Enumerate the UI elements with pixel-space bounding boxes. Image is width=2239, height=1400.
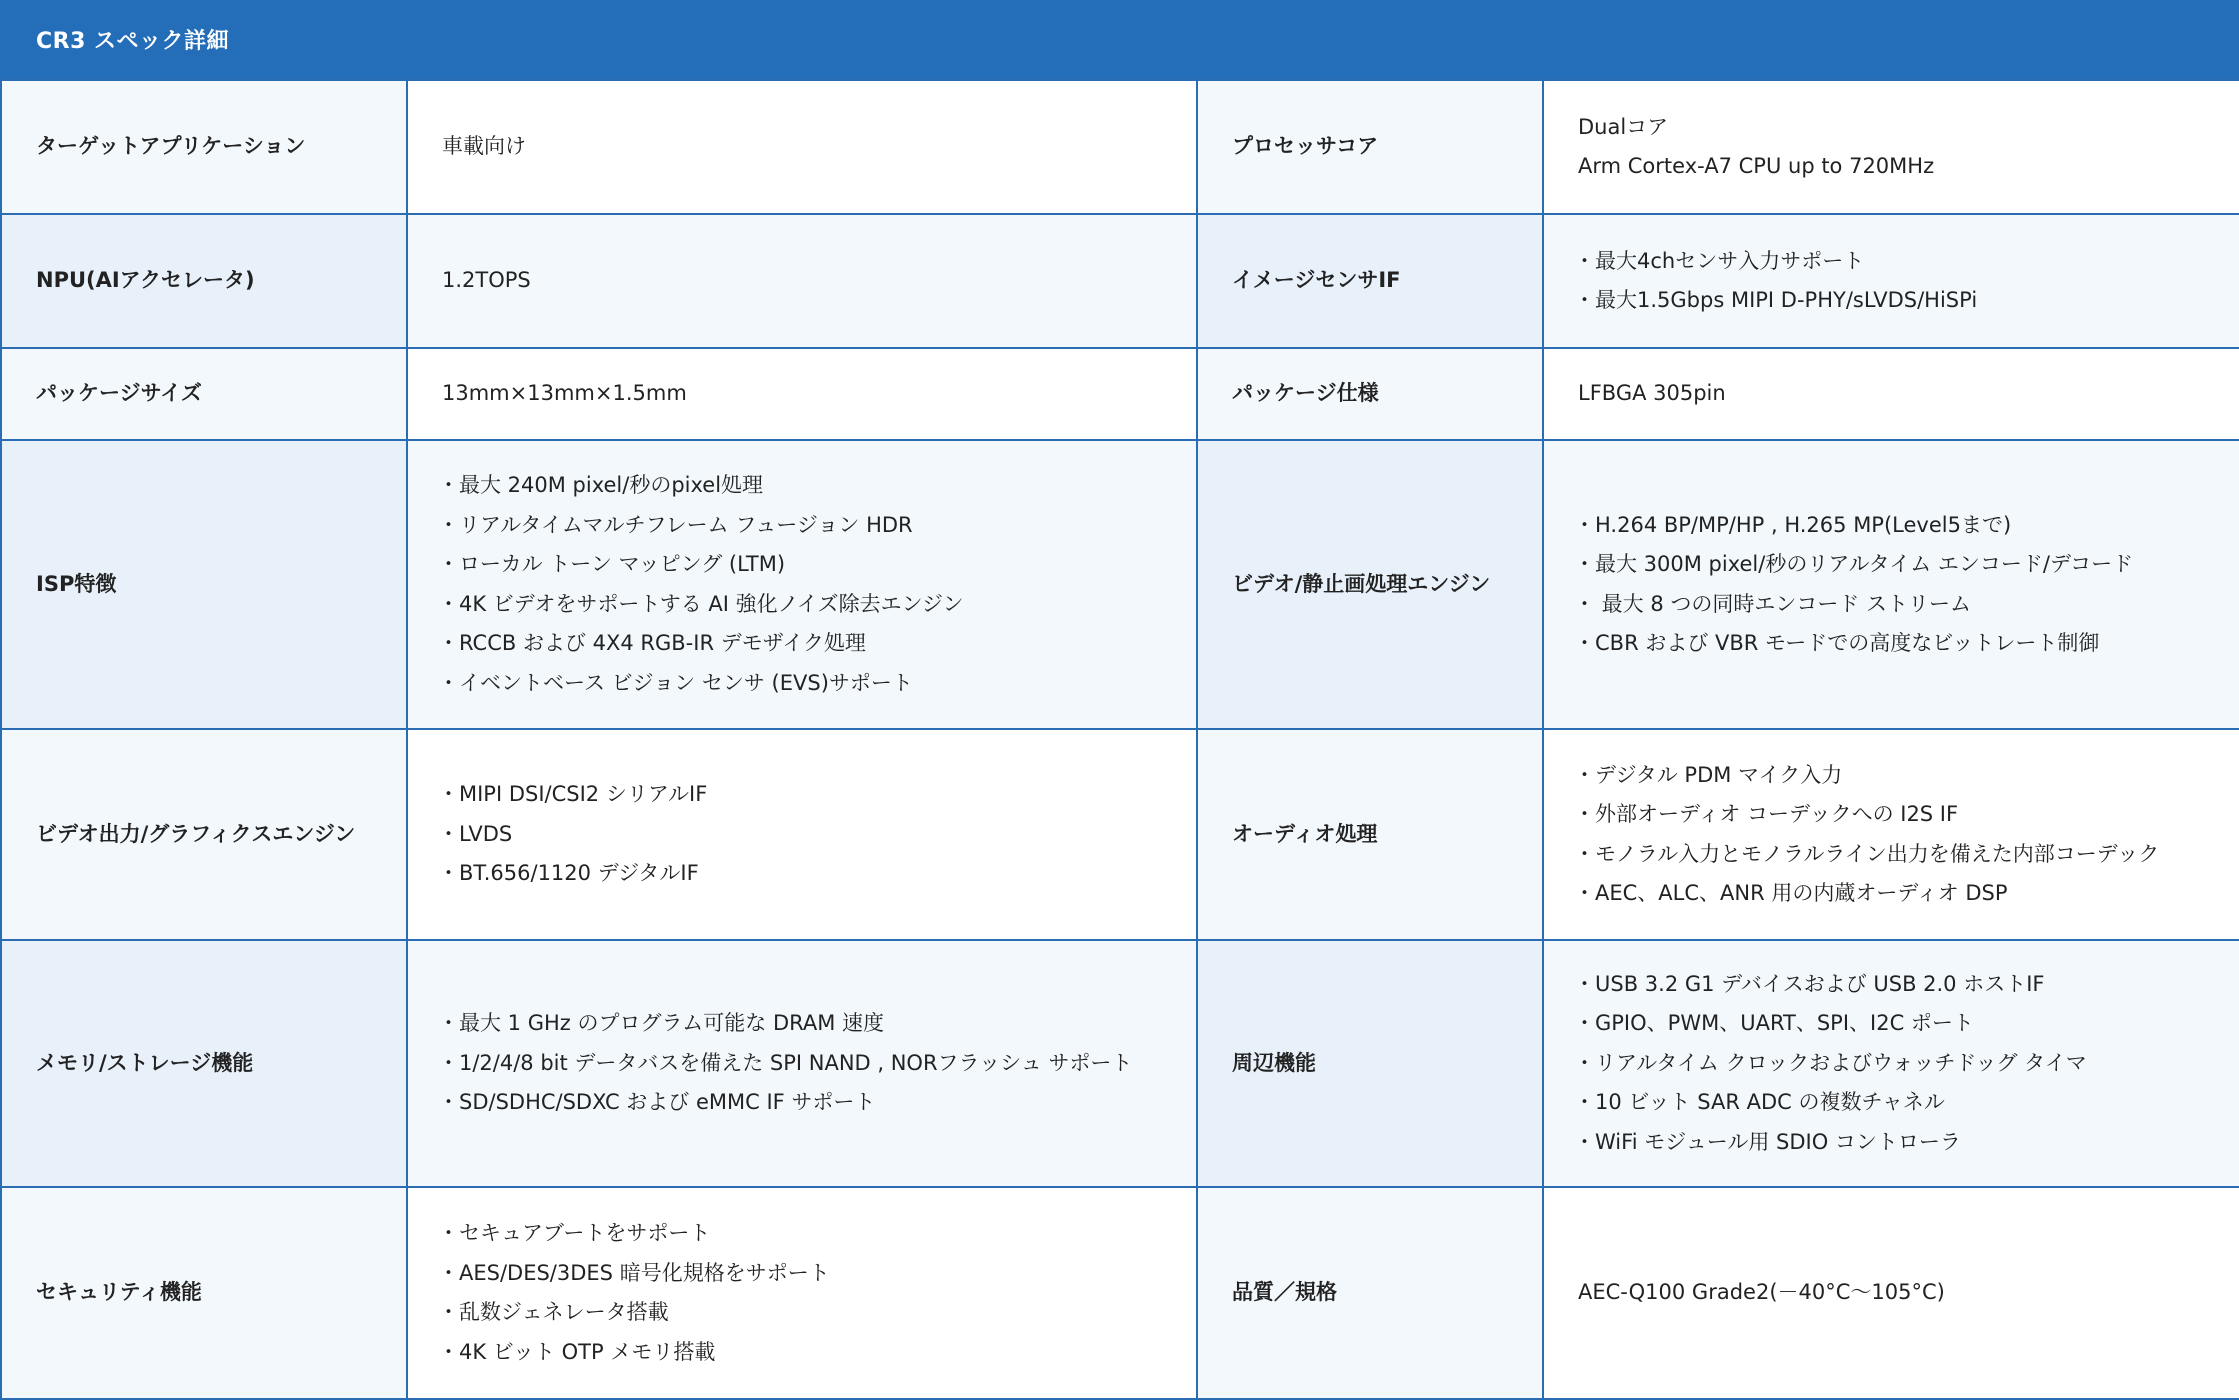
spec-value-line: ・セキュアブートをサポート	[438, 1221, 711, 1245]
spec-value-line: ・H.264 BP/MP/HP , H.265 MP(Level5まで)	[1574, 512, 2012, 537]
spec-value-line: ・モノラル入力とモノラルライン出力を備えた内部コーデック	[1574, 841, 2160, 866]
spec-value-line: Dualコア	[1578, 114, 1669, 139]
spec-label: 周辺機能	[1197, 940, 1543, 1187]
spec-value-line: ・リアルタイム クロックおよびウォッチドッグ タイマ	[1574, 1050, 2087, 1075]
spec-value-line: 13mm×13mm×1.5mm	[442, 381, 687, 406]
spec-value-line: ・デジタル PDM マイク入力	[1574, 762, 1843, 787]
spec-label: ビデオ/静止画処理エンジン	[1197, 440, 1543, 729]
spec-value	[407, 80, 1197, 214]
spec-value	[1543, 729, 2239, 940]
spec-value	[1543, 214, 2239, 348]
spec-value	[1543, 80, 2239, 214]
spec-value-line: ・BT.656/1120 デジタルIF	[438, 861, 699, 886]
spec-value-line: ・4K ビット OTP メモリ搭載	[438, 1339, 716, 1364]
spec-value-line: ・LVDS	[438, 821, 513, 846]
spec-value	[407, 214, 1197, 348]
spec-value-line: ・MIPI DSI/CSI2 シリアルIF	[438, 782, 708, 807]
spec-value-line: ・イベントベース ビジョン センサ (EVS)サポート	[438, 670, 913, 695]
spec-value-line: LFBGA 305pin	[1578, 381, 1726, 406]
spec-table	[0, 79, 2239, 1400]
spec-label: ターゲットアプリケーション	[1, 80, 407, 214]
spec-value-line: ・AES/DES/3DES 暗号化規格をサポート	[438, 1260, 830, 1285]
spec-value-line: ・最大1.5Gbps MIPI D-PHY/sLVDS/HiSPi	[1574, 288, 1978, 312]
spec-value-line: ・GPIO、PWM、UART、SPI、I2C ポート	[1574, 1011, 1974, 1036]
table-row	[1, 80, 2239, 214]
table-row	[1, 440, 2239, 729]
spec-value-line: ・ 最大 8 つの同時エンコード ストリーム	[1574, 591, 1972, 616]
spec-value-line: ・リアルタイムマルチフレーム フュージョン HDR	[438, 512, 913, 537]
spec-value-line: ・10 ビット SAR ADC の複数チャネル	[1574, 1090, 1945, 1115]
spec-value	[1543, 440, 2239, 729]
table-row	[1, 1187, 2239, 1399]
table-header	[0, 0, 2239, 79]
spec-value-line: ・乱数ジェネレータ搭載	[438, 1300, 669, 1324]
spec-label: メモリ/ストレージ機能	[1, 940, 407, 1187]
spec-value-line: ・SD/SDHC/SDXC および eMMC IF サポート	[438, 1090, 876, 1115]
spec-value-line: ・USB 3.2 G1 デバイスおよび USB 2.0 ホストIF	[1574, 971, 2045, 996]
spec-value-line: ・1/2/4/8 bit データバスを備えた SPI NAND , NORフラッシュ サポート	[438, 1050, 1133, 1075]
spec-value-line: ・RCCB および 4X4 RGB-IR デモザイク処理	[438, 631, 866, 655]
spec-label: ビデオ出力/グラフィクスエンジン	[1, 729, 407, 940]
spec-value-line: ・4K ビデオをサポートする AI 強化ノイズ除去エンジン	[438, 591, 964, 616]
spec-value	[407, 729, 1197, 940]
spec-value-line: ・最大 1 GHz のプログラム可能な DRAM 速度	[438, 1011, 885, 1036]
spec-label: プロセッサコア	[1197, 80, 1543, 214]
spec-value	[407, 440, 1197, 729]
spec-label: ISP特徴	[1, 440, 407, 729]
spec-value-line: Arm Cortex-A7 CPU up to 720MHz	[1578, 154, 1935, 178]
spec-label: 品質／規格	[1197, 1187, 1543, 1399]
spec-label: セキュリティ機能	[1, 1187, 407, 1399]
spec-label: オーディオ処理	[1197, 729, 1543, 940]
spec-value-line: AEC-Q100 Grade2(－40°C～105°C)	[1578, 1280, 1945, 1305]
spec-label: NPU(AIアクセレータ)	[1, 214, 407, 348]
spec-value-line: ・最大 240M pixel/秒のpixel処理	[438, 473, 764, 497]
page-title: CR3 スペック詳細	[36, 29, 230, 54]
table-row	[1, 214, 2239, 348]
table-row	[1, 729, 2239, 940]
spec-value-line: ・WiFi モジュール用 SDIO コントローラ	[1574, 1129, 1961, 1154]
spec-value	[407, 940, 1197, 1187]
spec-value	[1543, 1187, 2239, 1399]
spec-value-line: ・ローカル トーン マッピング (LTM)	[438, 552, 786, 576]
spec-value-line: ・最大 300M pixel/秒のリアルタイム エンコード/デコード	[1574, 552, 2134, 576]
spec-value-line: ・外部オーディオ コーデックへの I2S IF	[1574, 802, 1959, 826]
spec-value-line: 車載向け	[442, 134, 526, 159]
spec-value	[1543, 348, 2239, 440]
spec-value-line: ・AEC、ALC、ANR 用の内蔵オーディオ DSP	[1574, 881, 2008, 905]
spec-value	[407, 348, 1197, 440]
table-row	[1, 348, 2239, 440]
spec-label: パッケージ仕様	[1197, 348, 1543, 440]
spec-value-line: ・最大4chセンサ入力サポート	[1574, 248, 1865, 273]
spec-value-line: 1.2TOPS	[442, 268, 531, 293]
spec-value-line: ・CBR および VBR モードでの高度なビットレート制御	[1574, 631, 2100, 655]
spec-value	[407, 1187, 1197, 1399]
spec-value	[1543, 940, 2239, 1187]
spec-label: イメージセンサIF	[1197, 214, 1543, 348]
table-row	[1, 940, 2239, 1187]
spec-label: パッケージサイズ	[1, 348, 407, 440]
